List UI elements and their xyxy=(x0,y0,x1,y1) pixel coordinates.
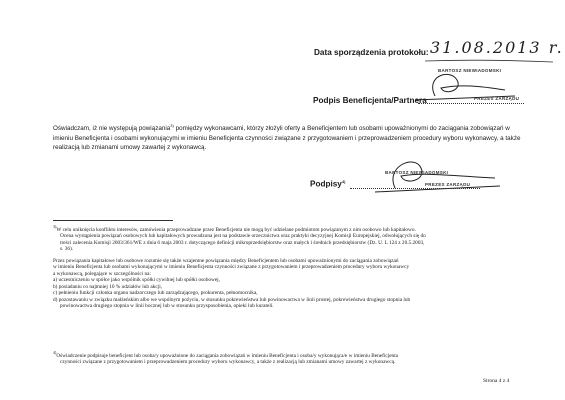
fn4-text-1: Oświadczenie podpisuje beneficjent lub osoba/y upoważnione do zaciągania zobowiązań w imieniu Beneficjenta i osoba/y wykonująca/e w imieniu Beneficjenta xyxy=(56,352,399,359)
fn3-para2-line-3: a wykonawcą, polegające w szczególności na: xyxy=(53,270,151,277)
signature-label: Podpis Beneficjenta/Partnera xyxy=(313,96,427,105)
fn3-item-d-cont: powinowactwa drugiego stopnia w linii bocznej lub w stosunku przysposobienia, opieki lub kurateli. xyxy=(60,303,274,310)
footnote-separator xyxy=(53,220,173,221)
fn4-line-1 xyxy=(53,350,531,359)
fn3-item-b: b) posiadaniu co najmniej 10 % udziałów lub akcji, xyxy=(53,283,162,290)
fn3-item-d: d) pozostawaniu w związku małżeńskim albo we wspólnym pożyciu, w stosunku pokrewieństwa lub powinowactwa w linii prostej, pokrewieństwa drugiego stopnia lub xyxy=(53,296,411,303)
signatures-dotted-line xyxy=(350,188,480,189)
fn3-item-c: c) pełnieniu funkcji członka organu nadzorczego lub zarządzającego, prokurenta, pełnomocnika, xyxy=(53,290,258,297)
stamp-name-2: BARTOSZ NIEWIADOMSKI xyxy=(385,170,449,175)
footnote-4 xyxy=(53,350,531,366)
fn3-line-3: treści zalecenia Komisji 2003/361/WE z dnia 6 maja 2003 r. dotyczącego definicji mikroprzedsiębiorstw oraz małych i średnich przedsiębiorstw (Dz. U. L 124 z 20.5.2003, xyxy=(60,239,425,246)
signature-dotted-line xyxy=(418,103,524,104)
signatures-label-text: Podpisy xyxy=(310,179,342,189)
stamp-role-1: PREZES ZARZĄDU xyxy=(474,96,520,101)
signatures-label xyxy=(310,179,345,189)
fn3-ref: 3) xyxy=(53,224,57,229)
date-label: Data sporządzenia protokołu: xyxy=(314,48,429,57)
fn3-line-2: Ocena wystąpienia powiązań osobowych lub kapitałowych prowadzona jest na podstawie orzecznictwa oraz praktyki decyzyjnej Komisji Europejskiej, odwołujących się do xyxy=(60,233,426,240)
fn3-para2-line-1: Przez powiązania kapitałowe lub osobowe rozumie się także wzajemne powiązania między Beneficjentem lub osobami upoważnionymi do zaciągania zobowiązań xyxy=(53,257,399,264)
fn4-line-2: czynności związane z przygotowaniem i przeprowadzeniem procedury wyboru wykonawcy, a także z realizacją lub zmianami umowy zawartej z wykonawcą. xyxy=(60,359,396,366)
fn3-line-1 xyxy=(53,224,531,233)
statement-footnote-ref: 3) xyxy=(170,123,174,128)
date-underline xyxy=(425,58,555,64)
handwritten-date: 31.08.2013 r. xyxy=(430,38,564,57)
fn3-text-1: W celu uniknięcia konfliktu interesów, zamówienia przeprowadzane przez Beneficjenta nie mogą być udzielane podmiotom powiązanym z nim osobowo lub kapitałowo. xyxy=(56,226,416,233)
fn3-line-4: s. 36). xyxy=(60,246,74,253)
page-number: Strona 4 z 4 xyxy=(483,378,510,384)
stamp-name-1: BARTOSZ NIEWIADOMSKI xyxy=(438,68,502,73)
statement-text-rest: pomiędzy wykonawcami, którzy złożyli oferty a Beneficjentem lub osobami upoważnionymi do zaciągania zobowiązań w imieniu Beneficjenta i osobami wykonującymi w imieniu Beneficjenta czynności związane z przygotowaniem i przeprowadzeniem procedury wyboru wykonawcy, a także realizacją lub zmianami umowy zawartej z wykonawcą. xyxy=(53,125,521,151)
stamp-role-2: PREZES ZARZĄDU xyxy=(425,182,471,187)
statement-text-start: Oświadczam, iż nie występują powiązania xyxy=(53,125,171,133)
footnote-3 xyxy=(53,224,531,310)
signatures-footnote-ref: 4) xyxy=(341,179,346,184)
fn3-para2-line-2: w imieniu Beneficjenta lub osobami wykonującymi w imieniu Beneficjenta czynności związane z przygotowaniem i przeprowadzeniem procedury wyboru wykonawcy xyxy=(53,264,410,271)
fn3-item-a: a) uczestniczeniu w spółce jako wspólnik spółki cywilnej lub spółki osobowej, xyxy=(53,277,220,284)
fn4-ref: 4) xyxy=(53,350,57,355)
